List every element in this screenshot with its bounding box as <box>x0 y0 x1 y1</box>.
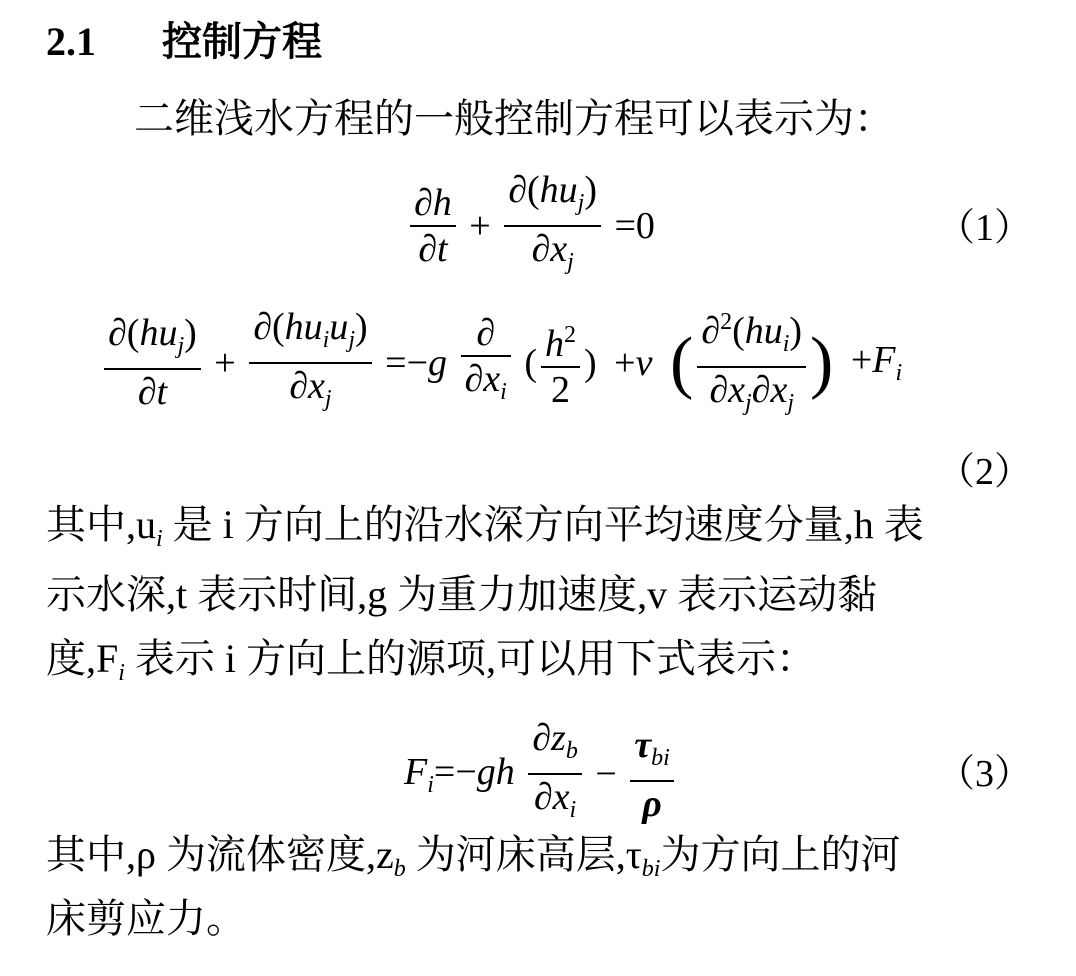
section-title: 控制方程 <box>162 19 322 64</box>
para2-line2: 示水深,t 表示时间,g 为重力加速度,v 表示运动黏 <box>46 572 878 617</box>
para2-line1: 其中$,u_i$ 是 i 方向上的沿水深方向平均速度分量,h 表 <box>46 502 924 552</box>
equation-3-number: （3） <box>936 753 1032 795</box>
para2-line3: 度$,F_i$ 表示 i 方向上的源项,可以用下式表示： <box>46 636 817 686</box>
equation-2-number: （2） <box>936 451 1032 493</box>
section-heading <box>46 14 322 70</box>
equation-2: $\frac{\partial(hu_j)}{\partial t}$ + $\frac{\partial(hu_iu_j)}{\partial x_j}$ =−g $\frac{\partial}{\partial x_i}$ ( $\frac{h^2}{2}$ ) +v ( $\frac{\partial^2(hu_i)}{\partial x_j\partial x_j}$ ) $+F_i$ <box>104 300 906 425</box>
equation-3: $F_i=-gh$ $\frac{\partial z_b}{\partial x_i}$ − $\frac{\tau_{bi}}{\rho}$ <box>400 716 674 832</box>
intro-text: 二维浅水方程的一般控制方程可以表示为： <box>134 96 894 141</box>
section-number: 2.1 <box>46 19 96 64</box>
equation-1-number: （1） <box>936 207 1032 249</box>
para3-line2: 床剪应力。 <box>46 896 246 941</box>
equation-1: $\frac{\partial h}{\partial t}$ + $\frac{\partial(hu_j)}{\partial x_j}$ =0 <box>410 168 659 284</box>
para3-line1: 其中,ρ 为流体密度$,z_b$ 为河床高层$,\tau_{bi}$为方向上的河 <box>46 832 901 882</box>
